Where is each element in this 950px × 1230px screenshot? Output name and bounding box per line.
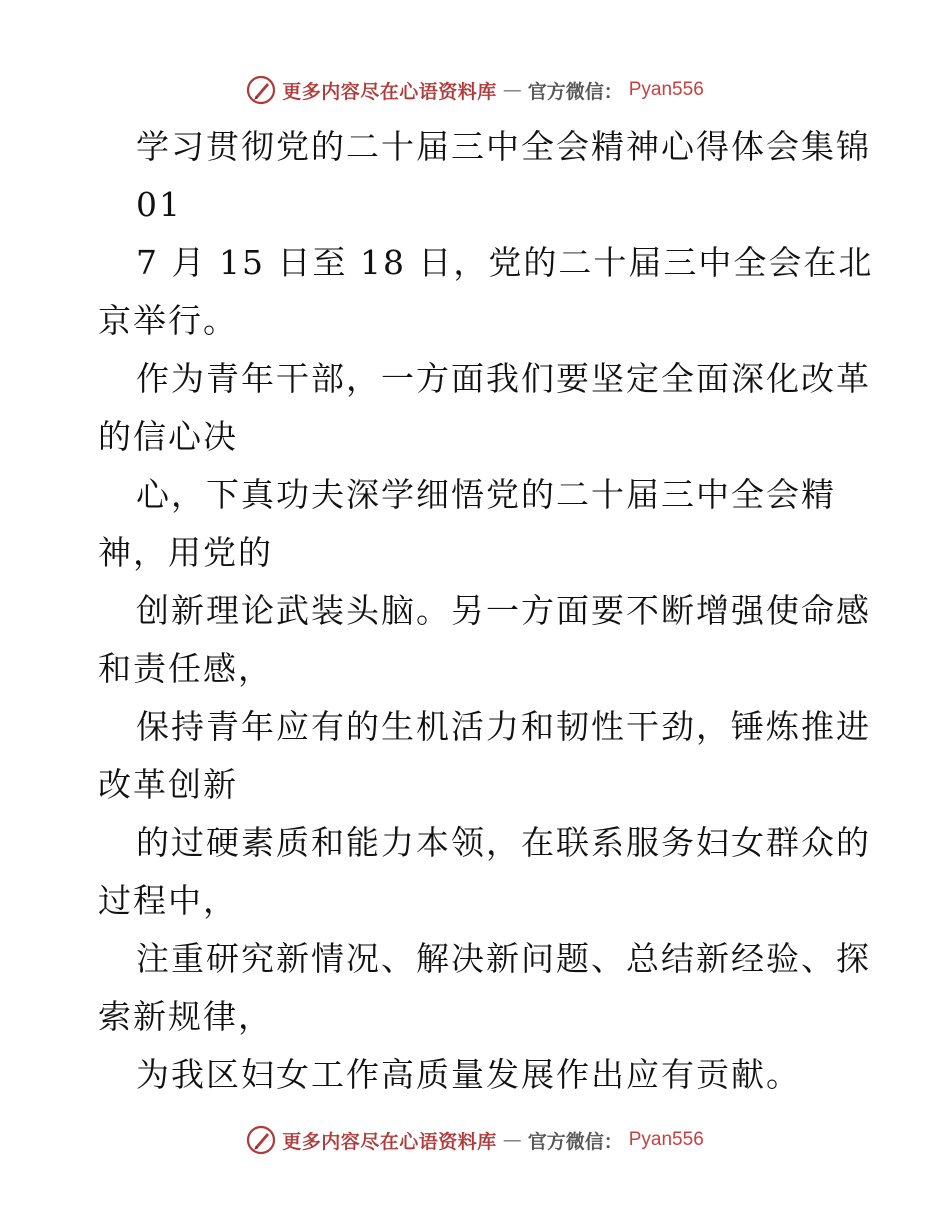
text-line: 7 月 15 日至 18 日，党的二十届三中全会在北 — [136, 243, 874, 282]
text-line: 为我区妇女工作高质量发展作出应有贡献。 — [136, 1055, 801, 1094]
watermark-label: 官方微信： — [527, 1130, 623, 1153]
text-line: 改革创新 — [98, 765, 238, 804]
text-line: 保持青年应有的生机活力和韧性干劲，锤炼推进 — [136, 707, 871, 746]
text-line: 过程中， — [98, 881, 238, 920]
text-line: 心，下真功夫深学细悟党的二十届三中全会精 — [136, 475, 836, 514]
text-line: 创新理论武装头脑。另一方面要不断增强使命感 — [136, 591, 871, 630]
watermark-brand-text: 更多内容尽在心语资料库 — [282, 80, 497, 103]
watermark-wechat-id: Pyan556 — [628, 79, 704, 100]
text-line: 01 — [136, 185, 182, 224]
text-line: 的过硬素质和能力本领，在联系服务妇女群众的 — [136, 823, 871, 862]
document-body — [98, 118, 874, 1104]
header-watermark — [0, 72, 950, 108]
quill-pen-icon — [246, 75, 276, 105]
watermark-brand-text: 更多内容尽在心语资料库 — [282, 1130, 497, 1153]
text-line: 和责任感， — [98, 649, 273, 688]
text-line: 的信心决 — [98, 417, 238, 456]
watermark-label: 官方微信： — [527, 80, 623, 103]
quill-pen-icon — [246, 1125, 276, 1155]
watermark-separator: — — [502, 79, 522, 101]
text-line: 神，用党的 — [98, 533, 273, 572]
text-line: 作为青年干部，一方面我们要坚定全面深化改革 — [136, 359, 871, 398]
watermark-separator: — — [502, 1129, 522, 1151]
text-line: 索新规律， — [98, 997, 273, 1036]
text-line: 学习贯彻党的二十届三中全会精神心得体会集锦 — [136, 127, 871, 166]
text-line: 注重研究新情况、解决新问题、总结新经验、探 — [136, 939, 871, 978]
footer-watermark — [0, 1122, 950, 1158]
text-line: 京举行。 — [98, 301, 238, 340]
watermark-wechat-id: Pyan556 — [628, 1129, 704, 1150]
